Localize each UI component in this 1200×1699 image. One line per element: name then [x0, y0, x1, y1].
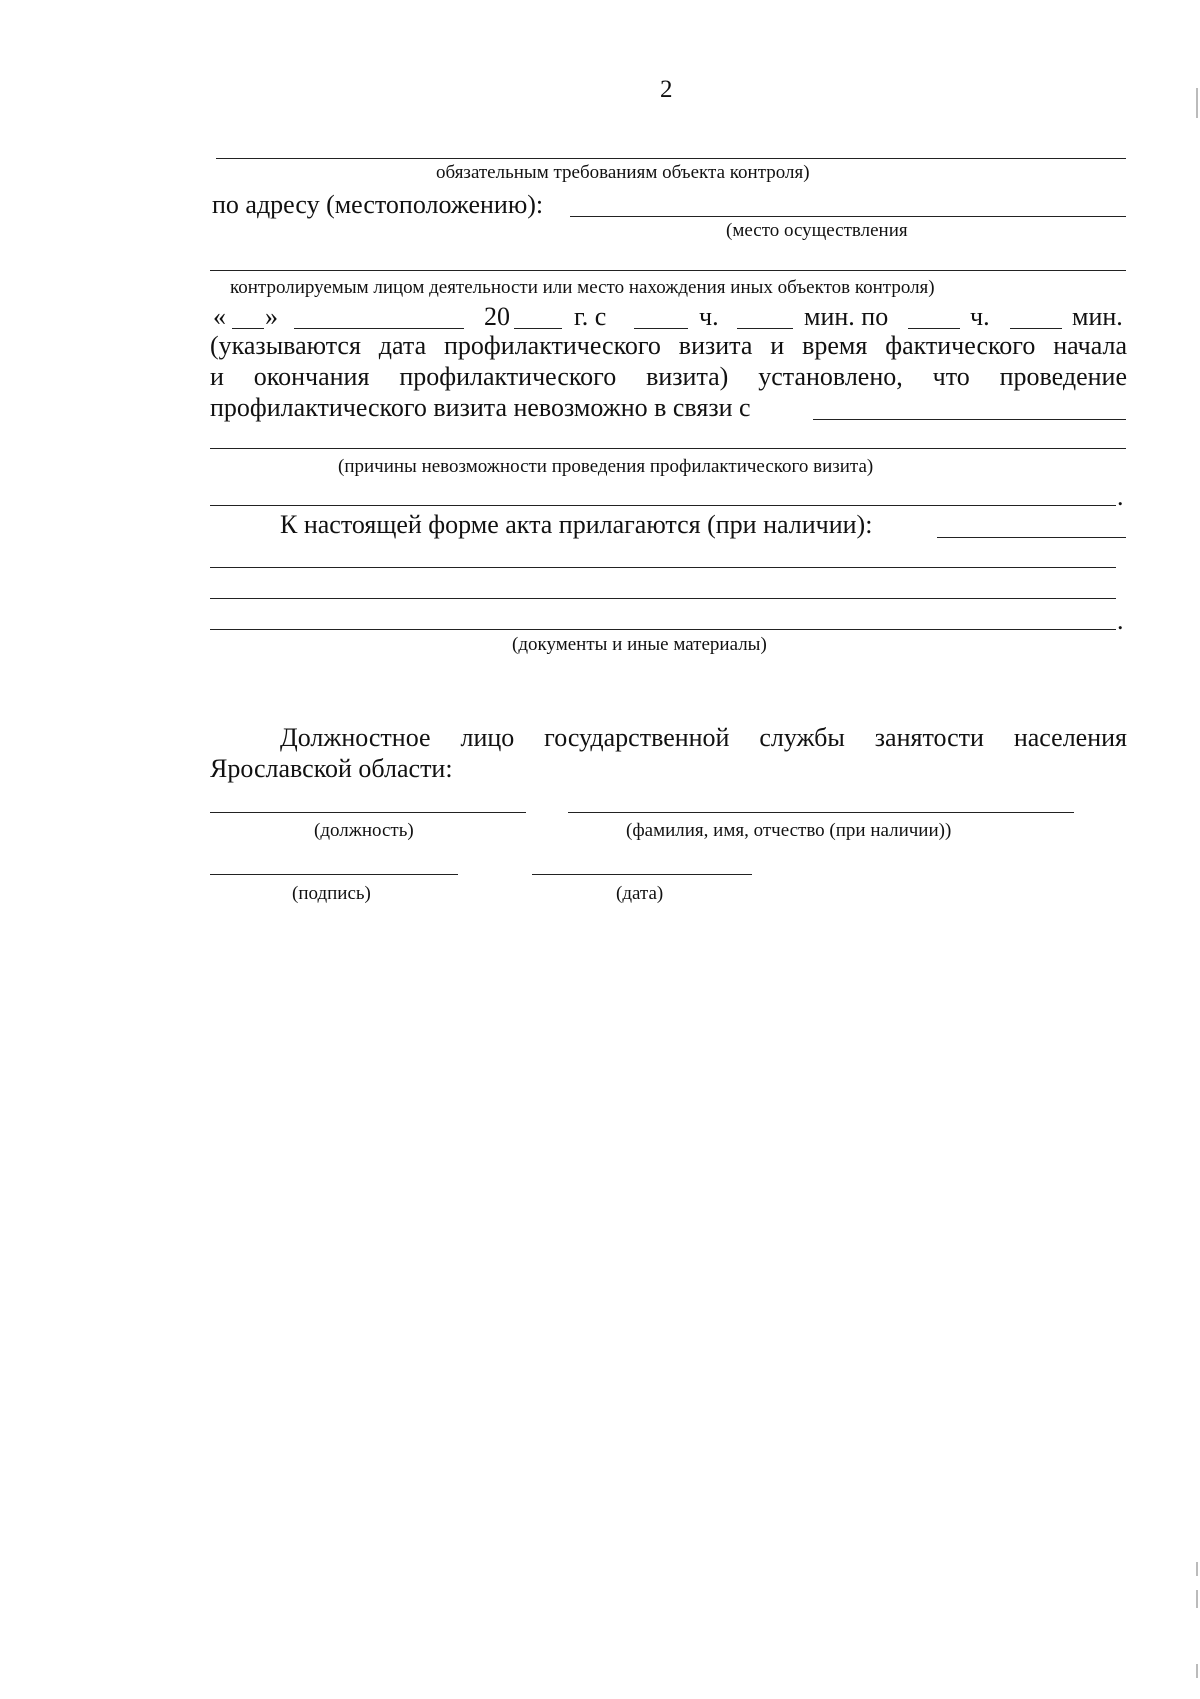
page-number: 2 — [660, 76, 673, 103]
caption-full-name: (фамилия, имя, отчество (при наличии)) — [626, 820, 952, 841]
end-minute-field[interactable] — [1010, 328, 1062, 329]
official-line-2: Ярославской области: — [210, 754, 453, 783]
attachments-field-line[interactable] — [937, 537, 1126, 538]
start-hour-field[interactable] — [634, 328, 688, 329]
signature-field-line[interactable] — [210, 874, 458, 875]
start-minute-field[interactable] — [737, 328, 793, 329]
minutes-label-2: мин. — [1072, 302, 1123, 331]
date-field-line[interactable] — [532, 874, 752, 875]
reason-field-line[interactable] — [813, 419, 1126, 420]
caption-position: (должность) — [314, 820, 414, 841]
scan-artifact — [1196, 88, 1198, 118]
caption-reasons: (причины невозможности проведения профилактического визита) — [338, 456, 874, 477]
address-label: по адресу (местоположению): — [212, 190, 544, 219]
scan-artifact — [1196, 1590, 1198, 1608]
address-field-line[interactable] — [570, 216, 1126, 217]
date-time-row — [210, 302, 1127, 334]
reason-field-line-2[interactable] — [210, 448, 1126, 449]
caption-signature: (подпись) — [292, 883, 371, 904]
minutes-label-1: мин. по — [804, 302, 889, 331]
year-prefix: 20 — [484, 302, 510, 331]
end-hour-field[interactable] — [908, 328, 960, 329]
address-field-line-2[interactable] — [210, 270, 1126, 271]
attachments-field-line-2[interactable] — [210, 567, 1116, 568]
caption-object-requirements: обязательным требованиям объекта контроля) — [436, 162, 810, 183]
date-close-quote: » — [265, 302, 278, 331]
year-field[interactable] — [514, 328, 562, 329]
attachments-field-line-3[interactable] — [210, 598, 1116, 599]
attachments-period: . — [1117, 606, 1124, 635]
year-suffix: г. с — [574, 302, 607, 331]
full-name-field-line[interactable] — [568, 812, 1074, 813]
day-field[interactable] — [232, 328, 264, 329]
paragraph-line-1: (указываются дата профилактического визита и время фактического начала — [210, 331, 1127, 360]
scan-artifact — [1196, 1664, 1198, 1678]
reason-field-line-3[interactable] — [210, 505, 1116, 506]
official-line-1: Должностное лицо государственной службы занятости населения — [280, 723, 1127, 752]
attachments-field-line-4[interactable] — [210, 629, 1116, 630]
caption-date: (дата) — [616, 883, 664, 904]
caption-place-of-activity: (место осуществления — [726, 220, 908, 241]
reason-period: . — [1117, 482, 1124, 511]
hours-label-2: ч. — [970, 302, 990, 331]
paragraph-line-3: профилактического визита невозможно в связи с — [210, 393, 751, 422]
position-field-line[interactable] — [210, 812, 526, 813]
paragraph-line-2: и окончания профилактического визита) установлено, что проведение — [210, 362, 1127, 391]
object-field-line[interactable] — [216, 158, 1126, 159]
date-open-quote: « — [213, 302, 226, 331]
caption-documents: (документы и иные материалы) — [512, 634, 767, 655]
hours-label-1: ч. — [699, 302, 719, 331]
caption-controlled-person-activity: контролируемым лицом деятельности или место нахождения иных объектов контроля) — [230, 277, 935, 298]
attachments-label: К настоящей форме акта прилагаются (при наличии): — [280, 510, 873, 539]
scan-artifact — [1196, 1562, 1198, 1576]
month-field[interactable] — [294, 328, 464, 329]
